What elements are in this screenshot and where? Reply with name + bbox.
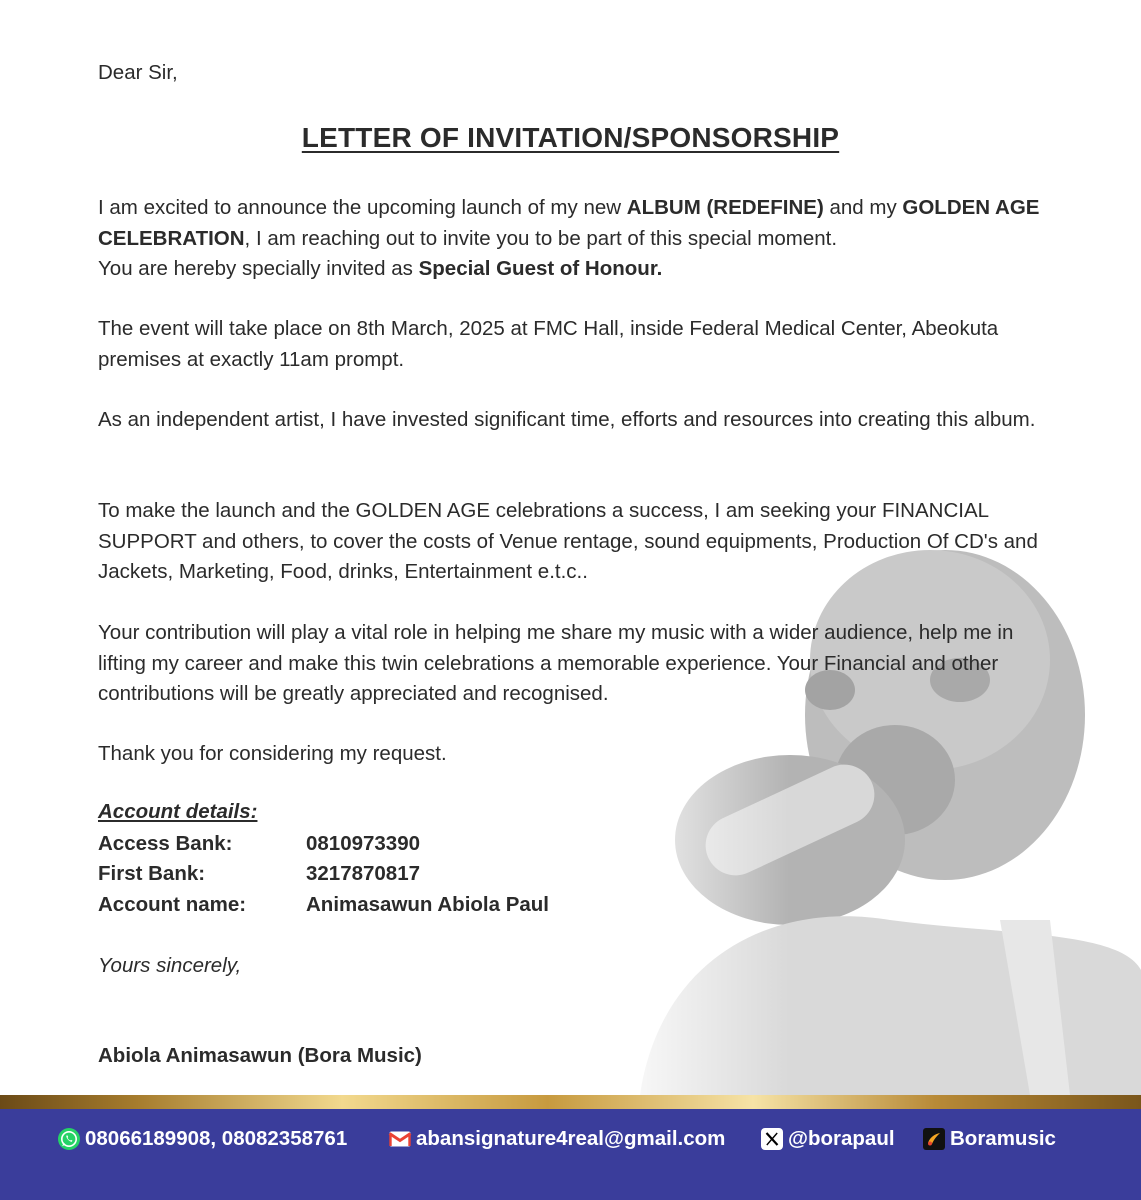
account-value: Animasawun Abiola Paul — [306, 893, 550, 916]
account-value: 0810973390 — [306, 832, 421, 855]
phone-numbers: 08066189908, 08082358761 — [85, 1127, 348, 1150]
gold-divider — [0, 1095, 1141, 1109]
account-label: Access Bank: — [98, 832, 233, 855]
paragraph-announcement: I am excited to announce the upcoming launch of my new ALBUM (REDEFINE) and my GOLDEN AGE CELEBRATION, I am reaching out to invite you to be part of this special moment. You are hereby specially invited as Special Guest of Honour. — [98, 196, 1040, 280]
email-address: abansignature4real@gmail.com — [416, 1127, 726, 1150]
paragraph-event-details: The event will take place on 8th March, 2025 at FMC Hall, inside Federal Medical Center, Abeokuta premises at exactly 11am prompt. — [98, 317, 999, 371]
x-handle: @borapaul — [788, 1127, 895, 1150]
footer-bar — [0, 1109, 1141, 1200]
closing: Yours sincerely, — [98, 954, 242, 977]
x-icon — [760, 1127, 784, 1151]
page-title: LETTER OF INVITATION/SPONSORSHIP — [301, 122, 840, 153]
whatsapp-icon — [57, 1127, 81, 1151]
footer-email[interactable] — [388, 1126, 725, 1152]
gmail-icon — [388, 1127, 412, 1151]
brand-name: Boramusic — [950, 1127, 1056, 1150]
salutation: Dear Sir, — [98, 61, 178, 84]
footer-x-handle[interactable] — [760, 1126, 895, 1152]
paragraph-financial-support: To make the launch and the GOLDEN AGE celebrations a success, I am seeking your FINANCIAL SUPPORT and others, to cover the costs of Venue rentage, sound equipments, Production Of CD's and Jackets, Marketing, Food, drinks, Entertainment e.t.c.. — [98, 499, 1038, 583]
footer-brand[interactable] — [922, 1126, 1056, 1152]
account-details-heading: Account details: — [98, 800, 258, 823]
boramusic-icon — [922, 1127, 946, 1151]
paragraph-thanks: Thank you for considering my request. — [98, 742, 447, 765]
footer-phone[interactable] — [57, 1126, 347, 1152]
paragraph-independent-artist: As an independent artist, I have invested significant time, efforts and resources into creating this album. — [98, 408, 1036, 431]
signature-name: Abiola Animasawun (Bora Music) — [98, 1044, 422, 1067]
account-label: Account name: — [98, 893, 247, 916]
paragraph-contribution: Your contribution will play a vital role in helping me share my music with a wider audience, help me in lifting my career and make this twin celebrations a memorable experience. Your Financial and other contributions will be greatly appreciated and recognised. — [98, 621, 1014, 705]
account-value: 3217870817 — [306, 862, 421, 885]
account-label: First Bank: — [98, 862, 206, 885]
